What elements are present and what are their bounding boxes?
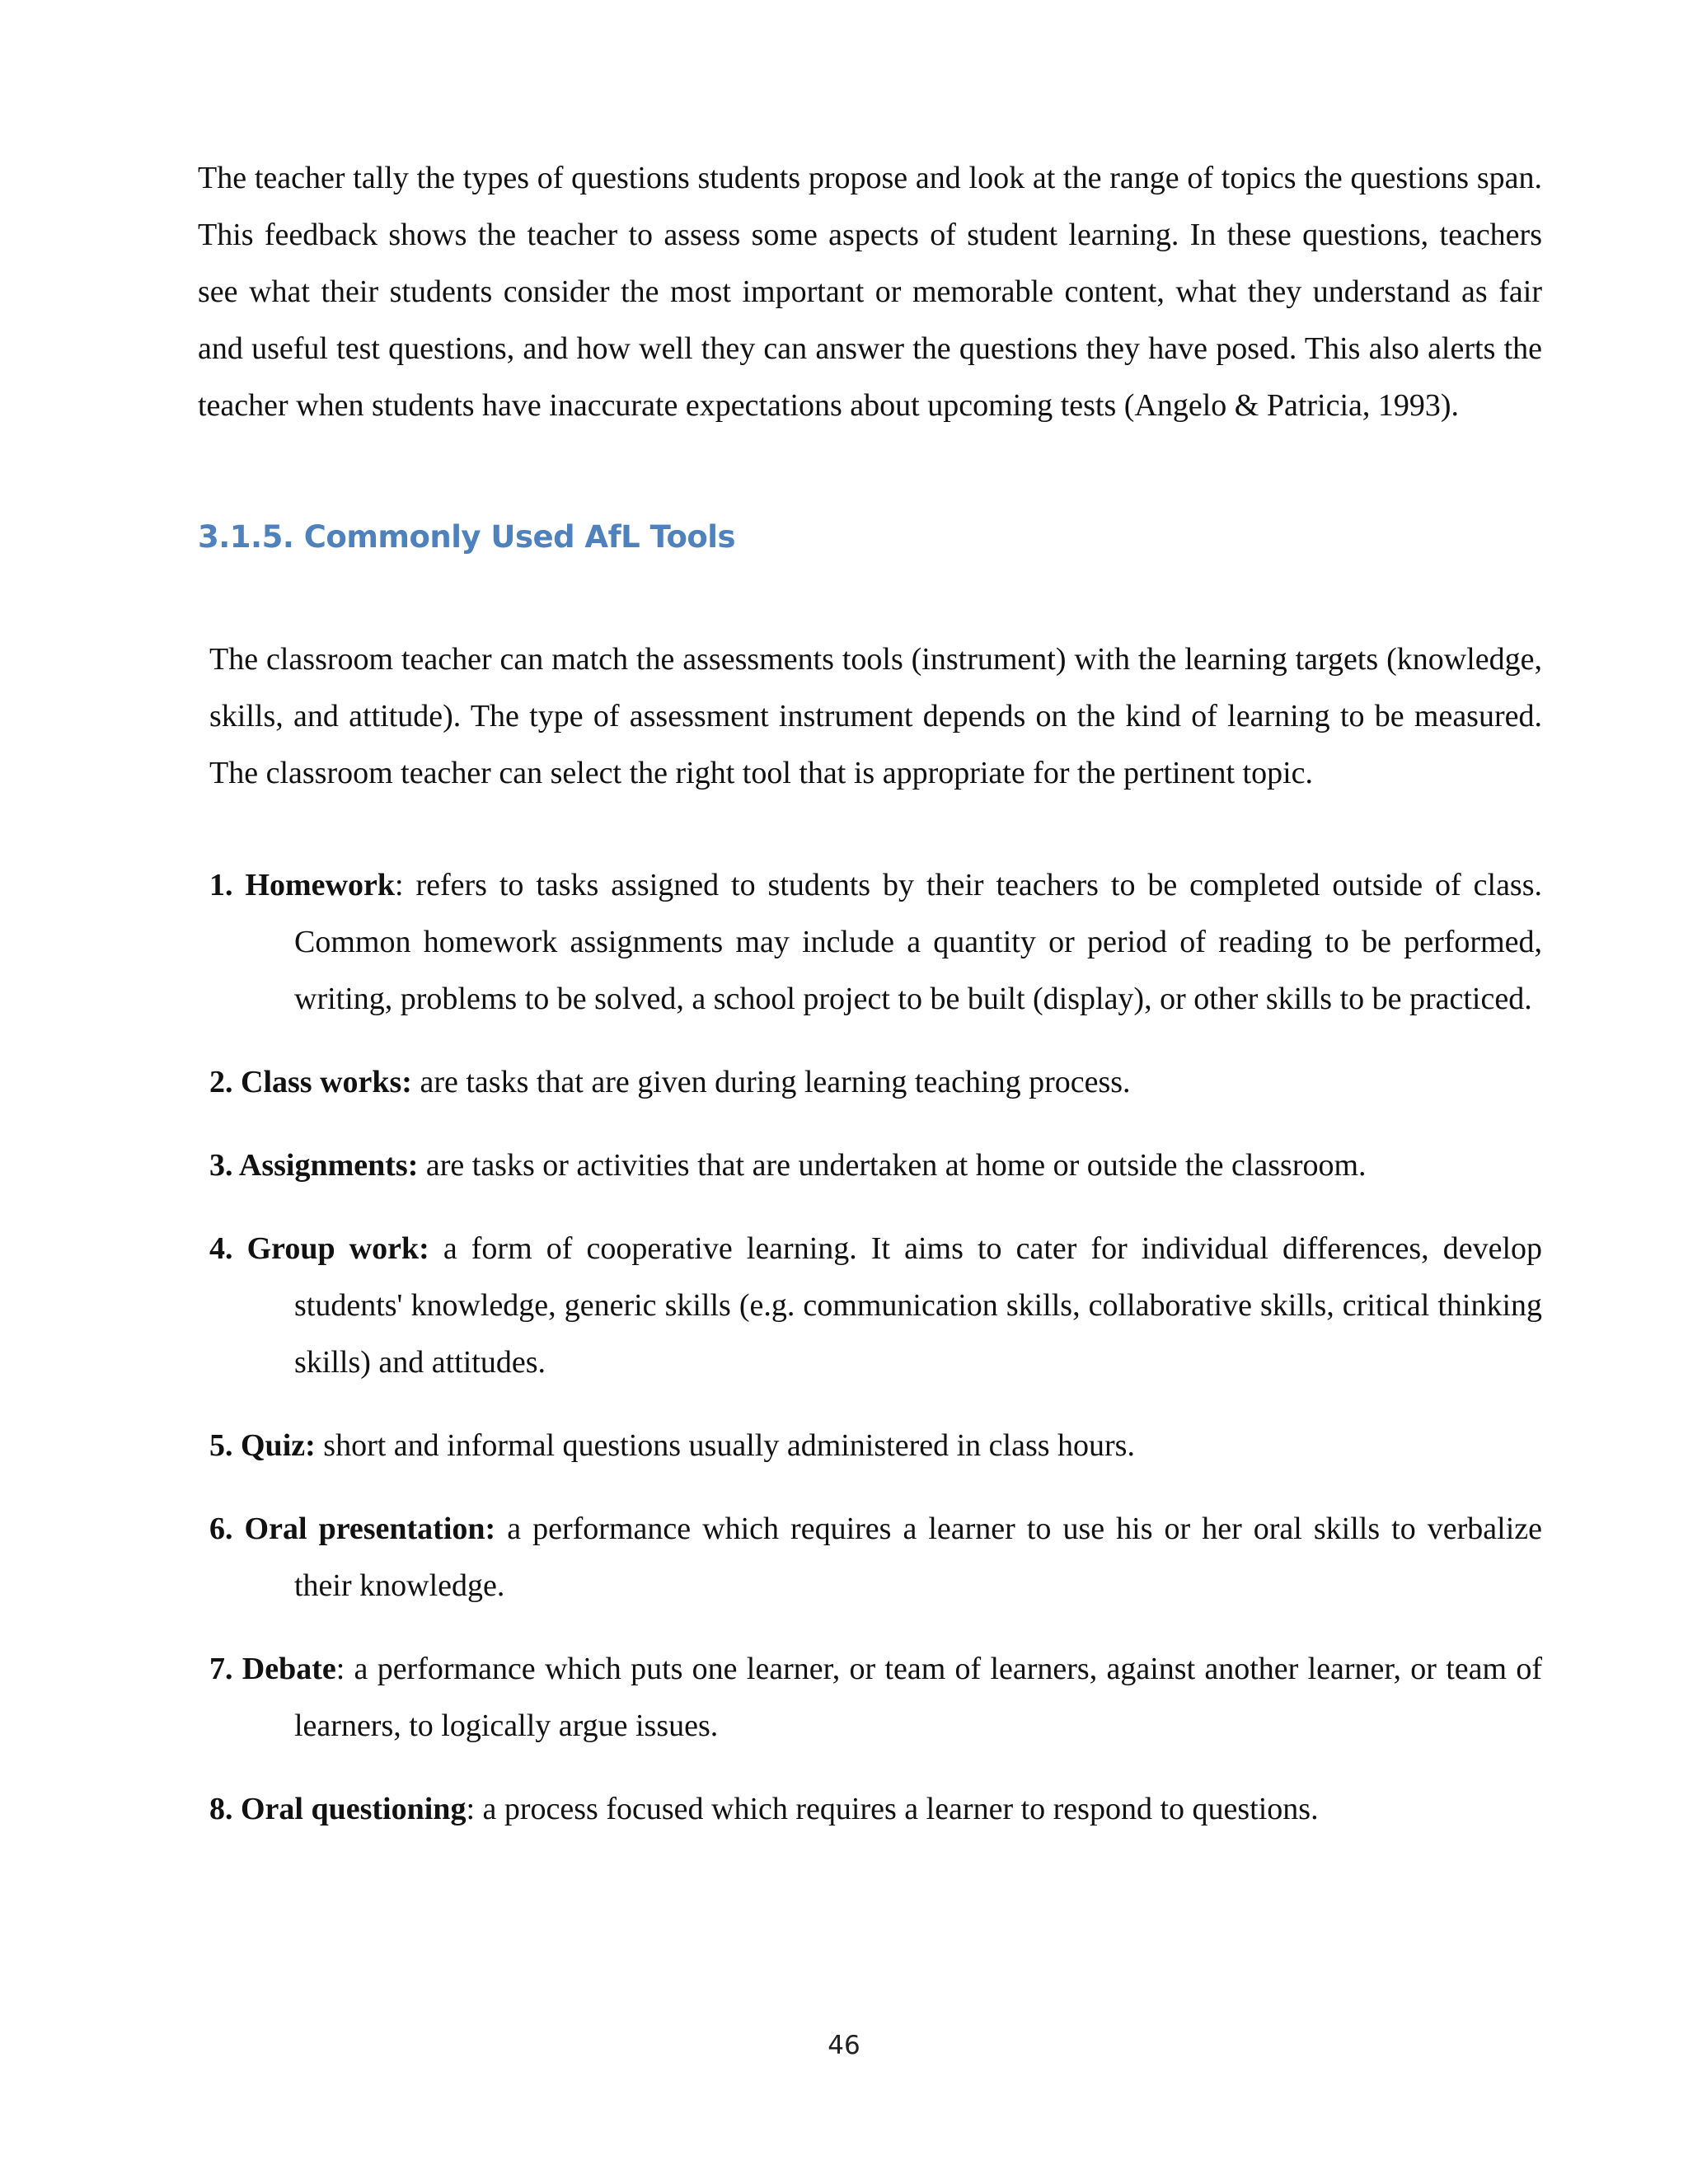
item-label: Oral questioning xyxy=(241,1792,467,1826)
item-text: : refers to tasks assigned to students by their teachers to be completed outside of class. Common homework assignments may include a quantity or period of reading to be performed, writing, problems to be solved, a school project to be built (display), or other skills to be practiced. xyxy=(294,868,1543,1016)
item-text: a performance which requires a learner to use his or her oral skills to verbalize their knowledge. xyxy=(294,1511,1542,1603)
item-text: are tasks that are given during learning teaching process. xyxy=(411,1065,1131,1099)
list-item-class-works xyxy=(209,1054,1542,1111)
list-item-debate xyxy=(209,1641,1542,1755)
page-number: 46 xyxy=(828,2031,860,2060)
item-number: 5. xyxy=(209,1428,241,1463)
item-label: Group work: xyxy=(246,1231,429,1266)
item-label: Assignments: xyxy=(238,1148,419,1183)
item-number: 1. xyxy=(209,868,246,902)
item-text: a form of cooperative learning. It aims to cater for individual differences, develop students' knowledge, generic skills (e.g. communication skills, collaborative skills, critical thinking skills) and attitudes. xyxy=(294,1231,1542,1380)
item-number: 3. xyxy=(209,1148,239,1183)
item-number: 4. xyxy=(209,1231,247,1266)
item-text: short and informal questions usually administered in class hours. xyxy=(315,1428,1135,1463)
item-number: 7. xyxy=(209,1652,242,1686)
item-number: 2. xyxy=(209,1065,241,1099)
list-item-oral-questioning xyxy=(209,1781,1542,1838)
list-item-group-work xyxy=(209,1221,1542,1391)
item-text: : a performance which puts one learner, or team of learners, against another learner, or team of learners, to logically argue issues. xyxy=(294,1652,1542,1743)
list-item-homework xyxy=(209,857,1542,1028)
item-label: Quiz: xyxy=(241,1428,316,1463)
section-paragraph: The classroom teacher can match the assessments tools (instrument) with the learning targets (knowledge, skills, and attitude). The type of assessment instrument depends on the kind of learning to be measured. The classroom teacher can select the right tool that is appropriate for the pertinent topic. xyxy=(209,642,1542,790)
item-text: are tasks or activities that are undertaken at home or outside the classroom. xyxy=(418,1148,1367,1183)
intro-paragraph: The teacher tally the types of questions students propose and look at the range of topics the questions span. This feedback shows the teacher to assess some aspects of student learning. In these questions, teachers see what their students consider the most important or memorable content, what they understand as fair and useful test questions, and how well they can answer the questions they have posed. This also alerts the teacher when students have inaccurate expectations about upcoming tests (Angelo & Patricia, 1993). xyxy=(198,161,1542,423)
item-label: Debate xyxy=(241,1652,336,1686)
list-item-quiz xyxy=(209,1418,1542,1474)
item-label: Oral presentation: xyxy=(244,1511,496,1546)
item-label: Homework xyxy=(245,868,395,902)
item-number: 6. xyxy=(209,1511,245,1546)
list-item-oral-presentation xyxy=(209,1501,1542,1615)
section-heading: 3.1.5. Commonly Used AfL Tools xyxy=(198,519,735,555)
list-item-assignments xyxy=(209,1137,1542,1194)
item-text: : a process focused which requires a learner to respond to questions. xyxy=(466,1792,1319,1826)
item-number: 8. xyxy=(209,1792,241,1826)
item-label: Class works: xyxy=(241,1065,412,1099)
assessment-tools-list xyxy=(209,857,1542,1864)
